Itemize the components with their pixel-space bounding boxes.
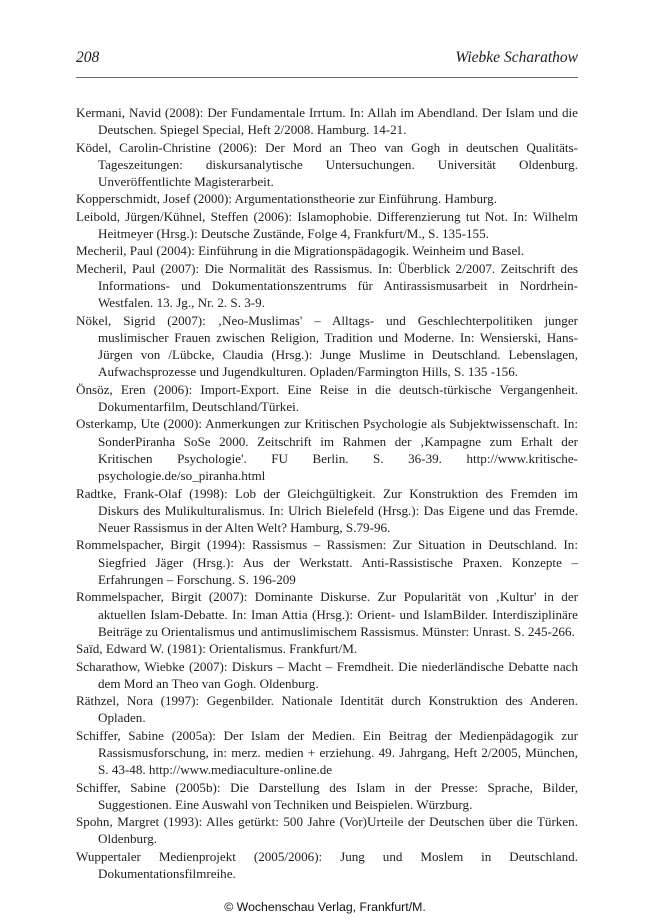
reference-entry: Spohn, Margret (1993): Alles getürkt: 500 Jahre (Vor)Urteile der Deutschen über die Türken. Oldenburg. [76, 814, 578, 847]
reference-entry: Räthzel, Nora (1997): Gegenbilder. Nationale Identität durch Konstruktion des Anderen. Opladen. [76, 693, 578, 726]
reference-entry: Wuppertaler Medienprojekt (2005/2006): Jung und Moslem in Deutschland. Dokumentationsfilmreihe. [76, 848, 578, 882]
reference-entry: Kermani, Navid (2008): Der Fundamentale Irrtum. In: Allah im Abendland. Der Islam und die Deutschen. Spiegel Special, Heft 2/2008. Hamburg. 14-21. [76, 105, 578, 138]
reference-entry: Önsöz, Eren (2006): Import-Export. Eine Reise in die deutsch-türkische Vergangenheit. Dokumentarfilm, Deutschland/Türkei. [76, 381, 578, 415]
reference-entry: Rommelspacher, Birgit (1994): Rassismus – Rassismen: Zur Situation in Deutschland. In: Siegfried Jäger (Hrsg.): Aus der Werkstatt. Anti-Rassistische Praxen. Konzepte – Erfahrungen – Forschung. S. 196-209 [76, 537, 578, 588]
reference-entry: Kopperschmidt, Josef (2000): Argumentationstheorie zur Einführung. Hamburg. [76, 191, 497, 207]
reference-entry: Radtke, Frank-Olaf (1998): Lob der Gleichgültigkeit. Zur Konstruktion des Fremden im Diskurs des Mulikulturalismus. In: Ulrich Bielefeld (Hrsg.): Das Eigene und das Fremde. Neuer Rassismus in der Alten Welt? Hamburg, S.79-96. [76, 485, 578, 536]
reference-entry: Rommelspacher, Birgit (2007): Dominante Diskurse. Zur Popularität von ‚Kultur' in der aktuellen Islam-Debatte. In: Iman Attia (Hrsg.): Orient- und IslamBilder. Interdisziplinäre Beiträge zu Orientalismus und antimuslimischem Rassismus. Münster: Unrast. S. 245-266. [76, 589, 578, 639]
running-head-author: Wiebke Scharathow [455, 49, 578, 66]
reference-entry: Nökel, Sigrid (2007): ‚Neo-Muslimas' – Alltags- und Geschlechterpolitiken junger muslimischer Frauen zwischen Religion, Tradition und Moderne. In: Wensierski, Hans-Jürgen von /Lübcke, Claudia (Hrsg.): Junge Muslime in Deutschland. Lebenslagen, Aufwachsprozesse und Jugendkulturen. Opladen/Farmington Hills, S. 135 -156. [76, 312, 578, 380]
copyright-footer: © Wochenschau Verlag, Frankfurt/M. [224, 900, 426, 914]
page-number: 208 [76, 49, 100, 66]
header-rule [76, 77, 578, 78]
reference-entry: Leibold, Jürgen/Kühnel, Steffen (2006): Islamophobie. Differenzierung tut Not. In: Wilhelm Heitmeyer (Hrsg.): Deutsche Zustände, Folge 4, Frankfurt/M., S. 135-155. [76, 208, 578, 242]
reference-entry: Mecheril, Paul (2007): Die Normalität des Rassismus. In: Überblick 2/2007. Zeitschrift des Informations- und Dokumentationszentrums für Antirassismusarbeit in Nordrhein-Westfalen. 13. Jg., Nr. 2. S. 3-9. [76, 260, 578, 311]
reference-entry: Saïd, Edward W. (1981): Orientalismus. Frankfurt/M. [76, 641, 358, 657]
reference-entry: Mecheril, Paul (2004): Einführung in die Migrationspädagogik. Weinheim und Basel. [76, 243, 525, 259]
reference-entry: Schiffer, Sabine (2005b): Die Darstellung des Islam in der Presse: Sprache, Bilder, Suggestionen. Eine Auswahl von Techniken und Beispielen. Würzburg. [76, 779, 578, 812]
reference-entry: Osterkamp, Ute (2000): Anmerkungen zur Kritischen Psychologie als Subjektwissenschaft. In: SonderPiranha SoSe 2000. Zeitschrift im Rahmen der ‚Kampagne zum Erhalt der Kritischen Psychologie'. FU Berlin. S. 36-39. http://www.kritische-psychologie.de/so_piranha.html [76, 416, 578, 484]
reference-entry: Schiffer, Sabine (2005a): Der Islam der Medien. Ein Beitrag der Medienpädagogik zur Rassismusforschung, in: merz. medien + erziehung. 49. Jahrgang, Heft 2/2005, München, S. 43-48. http://www.mediaculture-online.de [76, 727, 578, 778]
reference-entry: Ködel, Carolin-Christine (2006): Der Mord an Theo van Gogh in deutschen Qualitäts-Tageszeitungen: diskursanalytische Untersuchungen. Universität Oldenburg. Unveröffentlichte Magisterarbeit. [76, 139, 578, 190]
reference-list [76, 104, 578, 882]
reference-entry: Scharathow, Wiebke (2007): Diskurs – Macht – Fremdheit. Die niederländische Debatte nach dem Mord an Theo van Gogh. Oldenburg. [76, 658, 578, 691]
